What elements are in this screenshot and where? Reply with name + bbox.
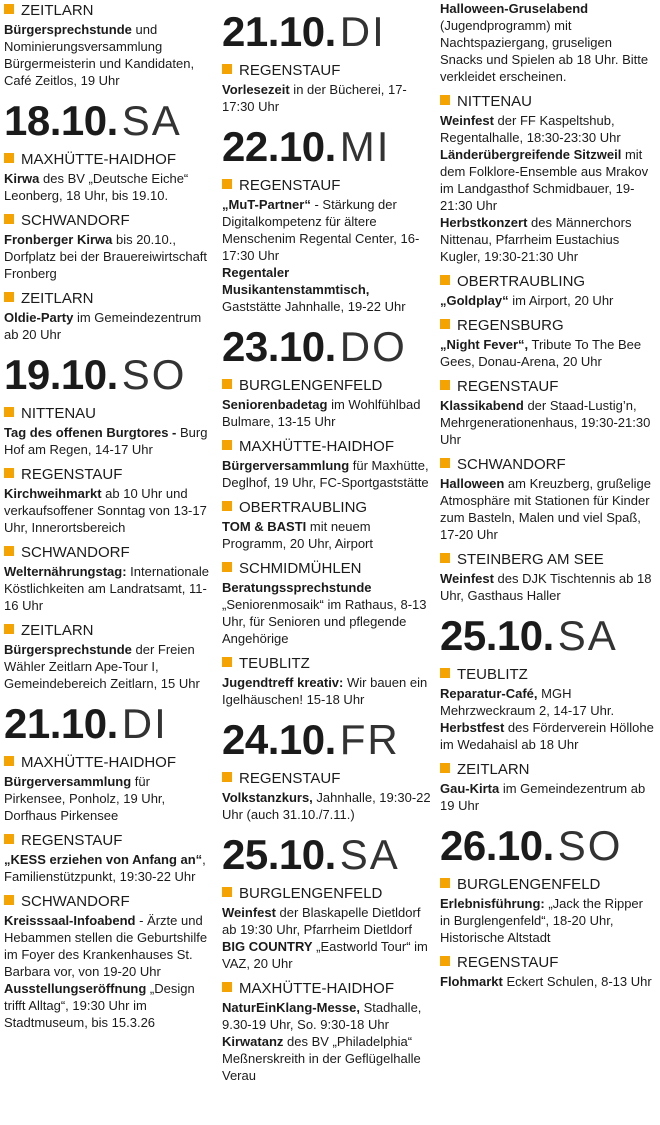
event-entry xyxy=(222,396,432,430)
event-title: Welternährungstag: xyxy=(4,564,127,579)
place-heading xyxy=(440,551,656,569)
place-heading xyxy=(222,62,432,80)
place-heading xyxy=(4,893,210,911)
place-name: BURGLENGENFELD xyxy=(239,885,383,902)
event-details: im Wohlfühlbad Bulmare, 13-15 Uhr xyxy=(222,397,421,429)
event-entry xyxy=(222,518,432,552)
event-details: für Pirkensee, Ponholz, 19 Uhr, Dorfhaus Pirkensee xyxy=(4,774,166,823)
place-name: REGENSTAUF xyxy=(457,378,559,395)
event-details: der FF Kaspeltshub, Regentalhalle, 18:30-23:30 Uhr xyxy=(440,113,621,145)
date-weekday: SA xyxy=(339,831,400,878)
event-title: „KESS erziehen von Anfang an“ xyxy=(4,852,203,867)
square-bullet-icon xyxy=(222,657,232,667)
place-heading xyxy=(440,317,656,335)
event-title: „MuT-Partner“ xyxy=(222,197,311,212)
event-title: Kirwa xyxy=(4,171,40,186)
event-title: Halloween xyxy=(440,476,505,491)
event-details: des DJK Tischtennis ab 18 Uhr, Gasthaus Haller xyxy=(440,571,652,603)
column-2 xyxy=(222,0,432,1084)
event-entry xyxy=(4,773,210,824)
place-heading xyxy=(222,655,432,673)
date-weekday: SA xyxy=(557,612,618,659)
date-weekday: MI xyxy=(339,123,391,170)
place-heading xyxy=(4,290,210,308)
square-bullet-icon xyxy=(4,756,14,766)
event-title: BIG COUNTRY xyxy=(222,939,313,954)
event-title: Tag des offenen Burgtores - xyxy=(4,425,177,440)
place-heading xyxy=(222,377,432,395)
event-entry xyxy=(222,81,432,115)
square-bullet-icon xyxy=(440,668,450,678)
event-title: Kirchweihmarkt xyxy=(4,486,102,501)
event-details: Tribute To The Bee Gees, Donau-Arena, 20 Uhr xyxy=(440,337,642,369)
event-entry xyxy=(4,21,210,89)
place-name: REGENSTAUF xyxy=(457,954,559,971)
square-bullet-icon xyxy=(222,179,232,189)
place-name: REGENSTAUF xyxy=(21,832,123,849)
place-heading xyxy=(222,560,432,578)
event-entry xyxy=(440,685,656,719)
date-heading xyxy=(222,833,432,877)
event-details: im Gemeindezentrum ab 19 Uhr xyxy=(440,781,646,813)
square-bullet-icon xyxy=(440,553,450,563)
square-bullet-icon xyxy=(4,895,14,905)
event-title: NaturEinKlang-Messe, xyxy=(222,1000,360,1015)
event-entry xyxy=(222,999,432,1033)
place-heading xyxy=(4,466,210,484)
event-title: Reparatur-Café, xyxy=(440,686,538,701)
event-title: Flohmarkt xyxy=(440,974,503,989)
event-title: Länderübergreifende Sitzweil xyxy=(440,147,622,162)
place-heading xyxy=(222,499,432,517)
event-title: Weinfest xyxy=(440,113,494,128)
event-details: des BV „Philadelphia“ Meßnerskreith in der Geflügelhalle Verau xyxy=(222,1034,421,1083)
event-details: - Stärkung der Digitalkompetenz für ältere Menschenim Regental Center, 16-17:30 Uhr xyxy=(222,197,420,263)
place-name: REGENSTAUF xyxy=(239,177,341,194)
event-title: Vorlesezeit xyxy=(222,82,290,97)
event-entry xyxy=(440,292,656,309)
place-name: SCHMIDMÜHLEN xyxy=(239,560,362,577)
square-bullet-icon xyxy=(4,214,14,224)
place-heading xyxy=(4,212,210,230)
place-name: OBERTRAUBLING xyxy=(457,273,586,290)
event-title: Volkstanzkurs, xyxy=(222,790,313,805)
place-name: STEINBERG AM SEE xyxy=(457,551,604,568)
place-name: MAXHÜTTE-HAIDHOF xyxy=(21,151,176,168)
event-details: MGH Mehrzweckraum 2, 14-17 Uhr. xyxy=(440,686,615,718)
event-title: Oldie-Party xyxy=(4,310,74,325)
square-bullet-icon xyxy=(222,772,232,782)
event-entry xyxy=(4,485,210,536)
place-name: SCHWANDORF xyxy=(21,893,130,910)
place-name: SCHWANDORF xyxy=(21,212,130,229)
date-weekday: SO xyxy=(121,351,187,398)
event-entry xyxy=(222,1033,432,1084)
place-heading xyxy=(222,438,432,456)
event-entry xyxy=(4,309,210,343)
event-details: Internationale Köstlichkeiten am Landratsamt, 11-16 Uhr xyxy=(4,564,209,613)
square-bullet-icon xyxy=(4,546,14,556)
place-heading xyxy=(440,456,656,474)
event-title: Regentaler Musikantenstammtisch, xyxy=(222,265,370,297)
event-title: Weinfest xyxy=(222,905,276,920)
event-title: Klassikabend xyxy=(440,398,524,413)
place-heading xyxy=(440,761,656,779)
event-details: - Ärzte und Hebammen stellen die Geburtshilfe im Foyer des Krankenhauses St. Barbara vor, von 19-20 Uhr xyxy=(4,913,208,979)
event-title: Beratungssprechstunde xyxy=(222,580,372,595)
square-bullet-icon xyxy=(222,562,232,572)
date-heading xyxy=(222,125,432,169)
event-entry xyxy=(440,214,656,265)
date-day: 24.10. xyxy=(222,716,336,763)
event-title: Halloween-Gruselabend xyxy=(440,1,589,16)
event-entry xyxy=(4,563,210,614)
event-title: Herbstkonzert xyxy=(440,215,528,230)
event-details: (Jugendprogramm) mit Nachtspaziergang, gruseligen Snacks und Spielen ab 18 Uhr. Bitte verkleidet erscheinen. xyxy=(440,18,649,84)
place-name: ZEITLARN xyxy=(21,2,94,19)
event-details: „Seniorenmosaik“ im Rathaus, 8-13 Uhr, für Senioren und pflegende Angehörige xyxy=(222,597,427,646)
event-title: Jugendtreff kreativ: xyxy=(222,675,344,690)
place-heading xyxy=(440,876,656,894)
column-3 xyxy=(440,0,656,990)
square-bullet-icon xyxy=(4,624,14,634)
square-bullet-icon xyxy=(222,64,232,74)
event-entry xyxy=(440,0,656,85)
date-heading xyxy=(440,614,656,658)
square-bullet-icon xyxy=(222,887,232,897)
date-heading xyxy=(222,718,432,762)
place-heading xyxy=(222,885,432,903)
square-bullet-icon xyxy=(222,440,232,450)
square-bullet-icon xyxy=(222,982,232,992)
date-day: 23.10. xyxy=(222,323,336,370)
event-title: „Night Fever“, xyxy=(440,337,529,352)
event-details: Wir bauen ein Igelhäuschen! 15-18 Uhr xyxy=(222,675,428,707)
place-name: ZEITLARN xyxy=(457,761,530,778)
event-details: Jahnhalle, 19:30-22 Uhr (auch 31.10./7.11.) xyxy=(222,790,431,822)
place-heading xyxy=(4,754,210,772)
date-day: 25.10. xyxy=(440,612,554,659)
square-bullet-icon xyxy=(4,4,14,14)
column-1 xyxy=(4,0,210,1031)
event-entry xyxy=(440,719,656,753)
place-heading xyxy=(440,378,656,396)
square-bullet-icon xyxy=(440,275,450,285)
date-weekday: SO xyxy=(557,822,623,869)
event-details: in der Bücherei, 17-17:30 Uhr xyxy=(222,82,407,114)
square-bullet-icon xyxy=(222,379,232,389)
date-weekday: DO xyxy=(339,323,407,370)
place-name: MAXHÜTTE-HAIDHOF xyxy=(239,980,394,997)
event-details: des BV „Deutsche Eiche“ Leonberg, 18 Uhr, bis 19.10. xyxy=(4,171,189,203)
date-weekday: DI xyxy=(339,8,386,55)
date-day: 22.10. xyxy=(222,123,336,170)
place-name: ZEITLARN xyxy=(21,290,94,307)
square-bullet-icon xyxy=(4,834,14,844)
event-details: Eckert Schulen, 8-13 Uhr xyxy=(502,974,652,989)
place-name: TEUBLITZ xyxy=(239,655,310,672)
place-heading xyxy=(440,93,656,111)
date-day: 25.10. xyxy=(222,831,336,878)
event-entry xyxy=(440,895,656,946)
event-details: der Freien Wähler Zeitlarn Ape-Tour I, Gemeindebereich Zeitlarn, 15 Uhr xyxy=(4,642,200,691)
square-bullet-icon xyxy=(440,319,450,329)
event-title: Bürgersprechstunde xyxy=(4,22,132,37)
event-entry xyxy=(222,674,432,708)
place-name: MAXHÜTTE-HAIDHOF xyxy=(239,438,394,455)
event-title: Gau-Kirta xyxy=(440,781,500,796)
place-heading xyxy=(440,666,656,684)
event-title: Bürgersprechstunde xyxy=(4,642,132,657)
place-heading xyxy=(222,980,432,998)
place-heading xyxy=(4,151,210,169)
event-title: TOM & BASTI xyxy=(222,519,307,534)
date-heading xyxy=(222,325,432,369)
place-name: BURGLENGENFELD xyxy=(457,876,601,893)
place-name: SCHWANDORF xyxy=(457,456,566,473)
place-heading xyxy=(440,273,656,291)
place-name: REGENSTAUF xyxy=(21,466,123,483)
place-heading xyxy=(4,832,210,850)
event-details: bis 20.10., Dorfplatz bei der Brauereiwirtschaft Fronberg xyxy=(4,232,208,281)
place-name: BURGLENGENFELD xyxy=(239,377,383,394)
event-details: im Gemeindezentrum ab 20 Uhr xyxy=(4,310,202,342)
event-title: „Goldplay“ xyxy=(440,293,509,308)
event-details: im Airport, 20 Uhr xyxy=(508,293,614,308)
event-details: ab 10 Uhr und verkaufsoffener Sonntag von 13-17 Uhr, Innerortsbereich xyxy=(4,486,207,535)
place-name: NITTENAU xyxy=(457,93,532,110)
square-bullet-icon xyxy=(440,956,450,966)
event-title: Kreisssaal-Infoabend xyxy=(4,913,136,928)
date-weekday: DI xyxy=(121,700,168,747)
event-details: der Blaskapelle Dietldorf ab 19:30 Uhr, Pfarrheim Dietldorf xyxy=(222,905,421,937)
event-details: „Eastworld Tour“ im VAZ, 20 Uhr xyxy=(222,939,428,971)
place-name: OBERTRAUBLING xyxy=(239,499,368,516)
event-entry xyxy=(4,980,210,1031)
date-day: 21.10. xyxy=(4,700,118,747)
date-heading xyxy=(440,824,656,868)
place-name: TEUBLITZ xyxy=(457,666,528,683)
event-details: Burg Hof am Regen, 14-17 Uhr xyxy=(4,425,208,457)
place-name: NITTENAU xyxy=(21,405,96,422)
square-bullet-icon xyxy=(440,458,450,468)
event-entry xyxy=(222,938,432,972)
event-entry xyxy=(4,170,210,204)
date-weekday: SA xyxy=(121,97,182,144)
event-entry xyxy=(440,112,656,146)
square-bullet-icon xyxy=(440,763,450,773)
place-heading xyxy=(222,177,432,195)
date-weekday: FR xyxy=(339,716,400,763)
event-entry xyxy=(440,570,656,604)
event-title: Fronberger Kirwa xyxy=(4,232,113,247)
event-details: und Nominierungsversammlung Bürgermeisterin und Kandidaten, Café Zeitlos, 19 Uhr xyxy=(4,22,195,88)
place-name: ZEITLARN xyxy=(21,622,94,639)
square-bullet-icon xyxy=(4,153,14,163)
date-heading xyxy=(4,99,210,143)
date-day: 26.10. xyxy=(440,822,554,869)
event-entry xyxy=(440,780,656,814)
event-title: Bürgerversammlung xyxy=(222,458,350,473)
date-heading xyxy=(4,353,210,397)
event-entry xyxy=(222,196,432,264)
event-details: des Männerchors Nittenau, Pfarrheim Eustachius Kugler, 19:30-21:30 Uhr xyxy=(440,215,632,264)
event-details: für Maxhütte, Deglhof, 19 Uhr, FC-Sportgaststätte xyxy=(222,458,429,490)
event-details: „Design trifft Alltag“, 19:30 Uhr im Stadtmuseum, bis 15.3.26 xyxy=(4,981,195,1030)
event-details: Gaststätte Jahnhalle, 19-22 Uhr xyxy=(222,299,406,314)
event-details: mit dem Folklore-Ensemble aus Mrakov im Landgasthof Schmidbauer, 19-21:30 Uhr xyxy=(440,147,649,213)
event-details: „Jack the Ripper in Burglengenfeld“, 18-20 Uhr, Historische Altstadt xyxy=(440,896,643,945)
event-entry xyxy=(440,336,656,370)
place-heading xyxy=(4,2,210,20)
place-name: REGENSBURG xyxy=(457,317,564,334)
event-entry xyxy=(4,912,210,980)
event-entry xyxy=(440,146,656,214)
event-title: Seniorenbadetag xyxy=(222,397,328,412)
event-title: Kirwatanz xyxy=(222,1034,284,1049)
event-entry xyxy=(4,424,210,458)
square-bullet-icon xyxy=(440,95,450,105)
event-entry xyxy=(440,397,656,448)
event-entry xyxy=(222,457,432,491)
event-entry xyxy=(4,851,210,885)
event-details: mit neuem Programm, 20 Uhr, Airport xyxy=(222,519,373,551)
event-title: Erlebnisführung: xyxy=(440,896,545,911)
event-entry xyxy=(4,231,210,282)
date-heading xyxy=(222,10,432,54)
date-day: 18.10. xyxy=(4,97,118,144)
event-details: am Kreuzberg, grußelige Atmosphäre mit Stationen für Kinder zum Basteln, Malen und viel Spaß, 17-20 Uhr xyxy=(440,476,651,542)
square-bullet-icon xyxy=(4,292,14,302)
event-entry xyxy=(4,641,210,692)
place-heading xyxy=(222,770,432,788)
event-details: der Staad-Lustig’n, Mehrgenerationenhaus, 19:30-21:30 Uhr xyxy=(440,398,651,447)
event-entry xyxy=(440,973,656,990)
place-name: SCHWANDORF xyxy=(21,544,130,561)
place-heading xyxy=(4,544,210,562)
event-details: Stadhalle, 9.30-19 Uhr, So. 9:30-18 Uhr xyxy=(222,1000,422,1032)
place-name: REGENSTAUF xyxy=(239,62,341,79)
place-heading xyxy=(4,622,210,640)
event-entry xyxy=(222,264,432,315)
event-title: Ausstellungseröffnung xyxy=(4,981,147,996)
date-day: 19.10. xyxy=(4,351,118,398)
place-heading xyxy=(440,954,656,972)
event-entry xyxy=(222,904,432,938)
square-bullet-icon xyxy=(4,407,14,417)
event-title: Bürgerversammlung xyxy=(4,774,132,789)
event-details: , Familienstützpunkt, 19:30-22 Uhr xyxy=(4,852,206,884)
square-bullet-icon xyxy=(440,878,450,888)
place-name: REGENSTAUF xyxy=(239,770,341,787)
place-name: MAXHÜTTE-HAIDHOF xyxy=(21,754,176,771)
event-title: Herbstfest xyxy=(440,720,505,735)
event-entry xyxy=(222,579,432,647)
square-bullet-icon xyxy=(4,468,14,478)
date-heading xyxy=(4,702,210,746)
square-bullet-icon xyxy=(440,380,450,390)
event-entry xyxy=(440,475,656,543)
place-heading xyxy=(4,405,210,423)
date-day: 21.10. xyxy=(222,8,336,55)
event-details: des Förderverein Höllohe im Wedahaisl ab 18 Uhr xyxy=(440,720,654,752)
square-bullet-icon xyxy=(222,501,232,511)
event-title: Weinfest xyxy=(440,571,494,586)
event-entry xyxy=(222,789,432,823)
